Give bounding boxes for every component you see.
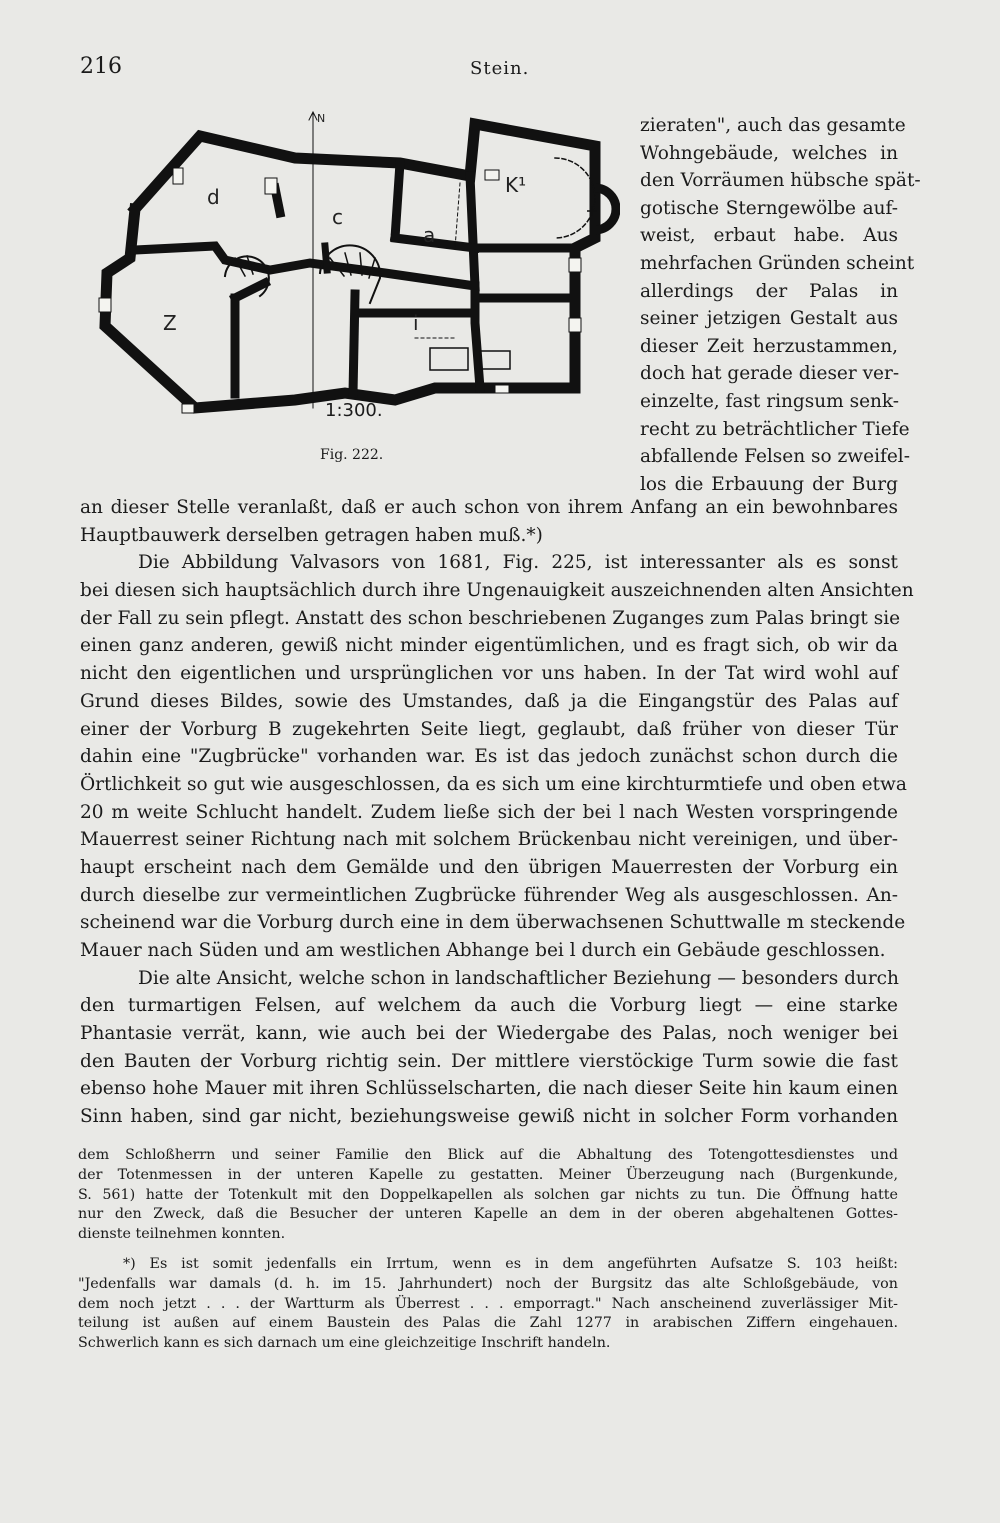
- text-line: allerdings der Palas in: [640, 280, 898, 302]
- oven: [430, 348, 468, 370]
- room-label-d: d: [207, 185, 220, 209]
- text-line: den turmartigen Felsen, auf welchem da auch die Vorburg liegt — eine starke: [80, 995, 898, 1017]
- room-label-c: c: [332, 205, 343, 229]
- footnote-line: S. 561) hatte der Totenkult mit den Doppelkapellen als solchen gar nichts zu tun. Die Öffnung hatte: [78, 1186, 898, 1203]
- text-line: dahin eine "Zugbrücke" vorhanden war. Es ist das jedoch zunächst schon durch die: [80, 746, 898, 768]
- room-label-north: N: [317, 112, 326, 125]
- text-line: den Vorräumen hübsche spät-: [640, 170, 921, 192]
- footnote-line: *) Es ist somit jedenfalls ein Irrtum, wenn es in dem angeführten Aufsatze S. 103 heißt:: [123, 1255, 898, 1272]
- text-line: den Bauten der Vorburg richtig sein. Der mittlere vierstöckige Turm sowie die fast: [80, 1050, 898, 1072]
- text-line: Sinn haben, sind gar nicht, beziehungsweise gewiß nicht in solcher Form vorhanden: [80, 1106, 898, 1128]
- text-line: Mauerrest seiner Richtung nach mit solchem Brückenbau nicht vereinigen, und über-: [80, 829, 898, 851]
- footnotes: [78, 1146, 898, 1354]
- text-line: Grund dieses Bildes, sowie des Umstandes, daß ja die Eingangstür des Palas auf: [80, 690, 898, 712]
- footnote-line: dem noch jetzt . . . der Wartturm als Überrest . . . emporragt." Nach anscheinend zuverlässiger Mit-: [78, 1295, 898, 1312]
- text-line: durch dieselbe zur vermeintlichen Zugbrücke führender Weg als ausgeschlossen. An-: [80, 884, 898, 906]
- text-line: der Fall zu sein pflegt. Anstatt des schon beschriebenen Zuganges zum Palas bringt sie: [80, 607, 901, 629]
- floor-plan-figure: [95, 108, 620, 488]
- text-line: bei diesen sich hauptsächlich durch ihre Ungenauigkeit auszeichnenden alten Ansichten: [80, 580, 914, 602]
- text-line: dieser Zeit herzustammen,: [640, 335, 898, 357]
- text-line: weist, erbaut habe. Aus: [640, 225, 898, 247]
- chapel-arc: [555, 158, 595, 238]
- footnote-line: dem Schloßherrn und seiner Familie den Blick auf die Abhaltung des Totengottesdienstes und: [78, 1147, 898, 1163]
- text-line: Örtlichkeit so gut wie ausgeschlossen, da es sich um eine kirchturmtiefe und oben etwa: [80, 773, 907, 795]
- text-line: an dieser Stelle veranlaßt, daß er auch schon von ihrem Anfang an ein bewohnbares: [80, 497, 898, 518]
- footnote-line: der Totenmessen in der unteren Kapelle zu gestatten. Meiner Überzeugung nach (Burgenkunde,: [78, 1166, 898, 1183]
- text-line: Mauer nach Süden und am westlichen Abhange bei l durch ein Gebäude geschlossen.: [80, 940, 886, 961]
- page-number: 216: [80, 54, 122, 79]
- footnote-line: Schwerlich kann es sich darnach um eine gleichzeitige Inschrift handeln.: [78, 1335, 611, 1352]
- room-label-i: i: [413, 311, 419, 335]
- text-line: mehrfachen Gründen scheint: [640, 252, 915, 274]
- footnote-line: "Jedenfalls war damals (d. h. im 15. Jahrhundert) noch der Burgsitz das alte Schloßgebäude, von: [78, 1275, 898, 1292]
- figure-scale: 1:300.: [325, 400, 383, 421]
- text-line: doch hat gerade dieser ver-: [640, 363, 900, 385]
- text-line: nicht den eigentlichen und ursprünglichen vor uns haben. In der Tat wird wohl auf: [80, 663, 898, 685]
- text-line: Hauptbauwerk derselben getragen haben muß.*): [80, 524, 543, 546]
- text-line: 20 m weite Schlucht handelt. Zudem ließe sich der bei l nach Westen vorspringende: [80, 801, 898, 823]
- text-line: abfallende Felsen so zweifel-: [640, 446, 910, 468]
- text-line: seiner jetzigen Gestalt aus: [640, 308, 898, 330]
- text-line: ebenso hohe Mauer mit ihren Schlüsselscharten, die nach dieser Seite hin kaum einen: [80, 1078, 898, 1100]
- footnote-line: teilung ist außen auf einem Baustein des Palas die Zahl 1277 in arabischen Ziffern eingehauen.: [78, 1315, 898, 1332]
- room-label-a: a: [423, 223, 436, 247]
- text-line: einen ganz anderen, gewiß nicht minder eigentümlichen, und es fragt sich, ob wir da: [80, 635, 898, 657]
- text-line: recht zu beträchtlicher Tiefe: [640, 418, 910, 440]
- main-text-column: [80, 494, 914, 1131]
- room-label-z: Z: [163, 311, 177, 335]
- text-line: einzelte, fast ringsum senk-: [640, 390, 900, 412]
- text-line: Phantasie verrät, kann, wie auch bei der Wiedergabe des Palas, noch weniger bei: [80, 1023, 898, 1045]
- text-line: zieraten", auch das gesamte: [640, 115, 906, 136]
- text-line: einer der Vorburg B zugekehrten Seite liegt, geglaubt, daß früher von dieser Tür: [80, 718, 898, 740]
- footnote-line: nur den Zweck, daß die Besucher der unteren Kapelle an dem in der oberen abgehaltenen Gottes-: [78, 1206, 898, 1223]
- text-line: scheinend war die Vorburg durch eine in dem überwachsenen Schuttwalle m steckende: [80, 912, 906, 934]
- text-line: Wohngebäude, welches in: [640, 142, 898, 164]
- running-title: Stein.: [470, 58, 530, 79]
- text-line: Die alte Ansicht, welche schon in landschaftlicher Beziehung — besonders durch: [138, 967, 899, 989]
- footnote-line: dienste teilnehmen konnten.: [78, 1226, 286, 1243]
- figure-caption: Fig. 222.: [320, 447, 384, 463]
- room-label-k1: K¹: [505, 173, 527, 197]
- oven: [480, 351, 510, 369]
- side-text-column: [640, 112, 921, 498]
- text-line: haupt erscheint nach dem Gemälde und den übrigen Mauerresten der Vorburg ein: [80, 856, 898, 878]
- text-line: gotische Sterngewölbe auf-: [640, 197, 898, 219]
- text-line: los die Erbauung der Burg: [640, 473, 898, 495]
- text-line: Die Abbildung Valvasors von 1681, Fig. 225, ist interessanter als es sonst: [138, 552, 898, 574]
